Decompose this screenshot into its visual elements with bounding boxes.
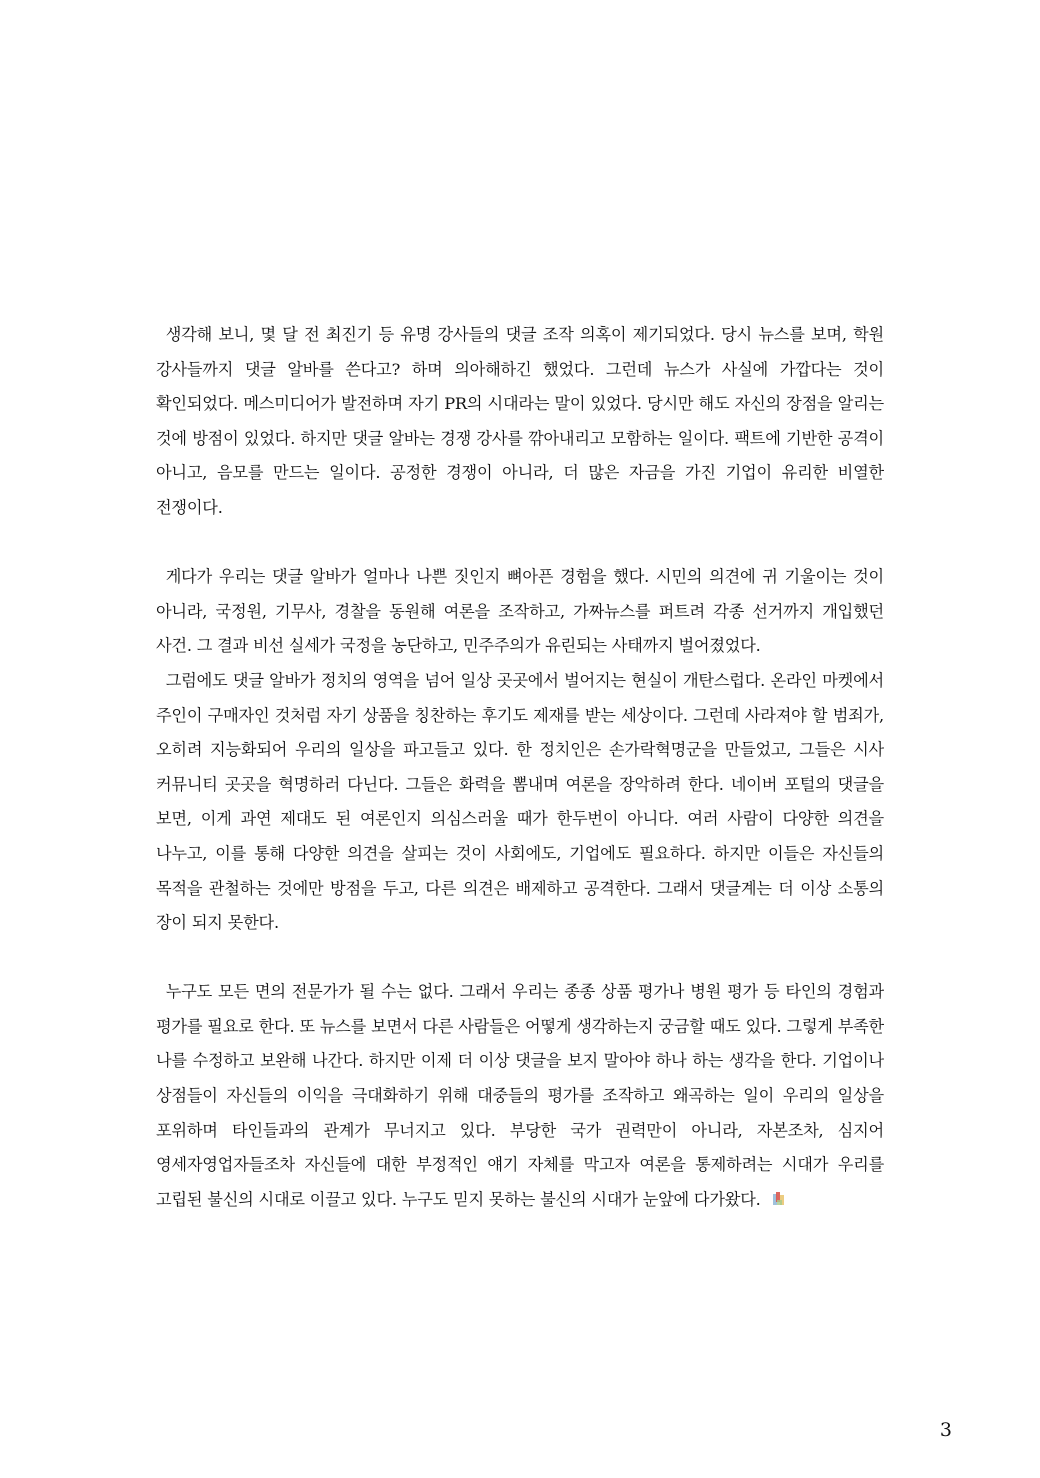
page-number: 3 — [939, 1419, 952, 1441]
body-text — [156, 318, 884, 1217]
small-colored-stamp-icon — [763, 1185, 777, 1201]
paragraph-4 — [156, 975, 884, 1217]
paragraph-4-text: 누구도 모든 면의 전문가가 될 수는 없다. 그래서 우리는 종종 상품 평가나 병원 평가 등 타인의 경험과 평가를 필요로 한다. 또 뉴스를 보면서 다른 사람들은 어떻게 생각하는지 궁금할 때도 있다. 그렇게 부족한 나를 수정하고 보완해 나간다. 하지만 이제 더 이상 댓글을 보지 말아야 하나 하는 생각을 한다. 기업이나 상점들이 자신들의 이익을 극대화하기 위해 대중들의 평가를 조작하고 왜곡하는 일이 우리의 일상을 포위하며 타인들과의 관계가 무너지고 있다. 부당한 국가 권력만이 아니라, 자본조차, 심지어 영세자영업자들조차 자신들에 대한 부정적인 얘기 자체를 막고자 여론을 통제하려는 시대가 우리를 고립된 불신의 시대로 이끌고 있다. 누구도 믿지 못하는 불신의 시대가 눈앞에 다가왔다. — [156, 982, 884, 1209]
paragraph-2: 게다가 우리는 댓글 알바가 얼마나 나쁜 짓인지 뼈아픈 경험을 했다. 시민의 의견에 귀 기울이는 것이 아니라, 국정원, 기무사, 경찰을 동원해 여론을 조작하고, 가짜뉴스를 퍼트려 각종 선거까지 개입했던 사건. 그 결과 비선 실세가 국정을 농단하고, 민주주의가 유린되는 사태까지 벌어졌었다. — [156, 567, 884, 656]
paragraph-3: 그럼에도 댓글 알바가 정치의 영역을 넘어 일상 곳곳에서 벌어지는 현실이 개탄스럽다. 온라인 마켓에서 주인이 구매자인 것처럼 자기 상품을 칭찬하는 후기도 제재를 받는 세상이다. 그런데 사라져야 할 범죄가, 오히려 지능화되어 우리의 일상을 파고들고 있다. 한 정치인은 손가락혁명군을 만들었고, 그들은 시사 커뮤니티 곳곳을 혁명하러 다닌다. 그들은 화력을 뽐내며 여론을 장악하려 한다. 네이버 포털의 댓글을 보면, 이게 과연 제대도 된 여론인지 의심스러울 때가 한두번이 아니다. 여러 사람이 다양한 의견을 나누고, 이를 통해 다양한 의견을 살피는 것이 사회에도, 기업에도 필요하다. 하지만 이들은 자신들의 목적을 관철하는 것에만 방점을 두고, 다른 의견은 배제하고 공격한다. 그래서 댓글계는 더 이상 소통의 장이 되지 못한다. — [156, 670, 884, 933]
paragraph-1: 생각해 보니, 몇 달 전 최진기 등 유명 강사들의 댓글 조작 의혹이 제기되었다. 당시 뉴스를 보며, 학원 강사들까지 댓글 알바를 쓴다고? 하며 의아해하긴 했었다. 그런데 뉴스가 사실에 가깝다는 것이 확인되었다. 메스미디어가 발전하며 자기 PR의 시대라는 말이 있었다. 당시만 해도 자신의 장점을 알리는 것에 방점이 있었다. 하지만 댓글 알바는 경쟁 강사를 깎아내리고 모함하는 일이다. 팩트에 기반한 공격이 아니고, 음모를 만드는 일이다. 공정한 경쟁이 아니라, 더 많은 자금을 가진 기업이 유리한 비열한 전쟁이다. — [156, 325, 884, 517]
